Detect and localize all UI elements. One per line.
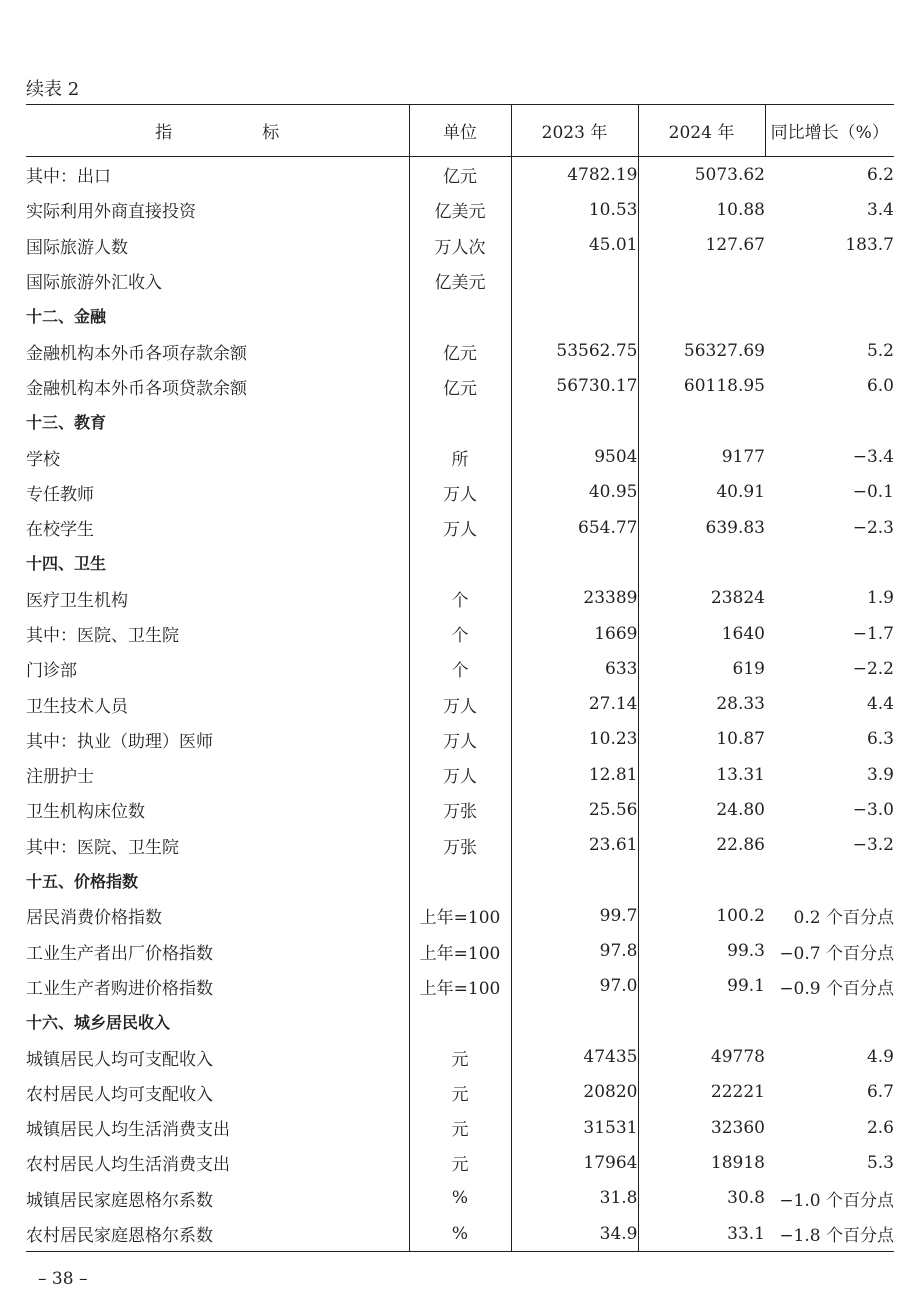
growth-cell: 6.0 [866, 376, 894, 397]
value-2024-cell: 22221 [638, 1075, 765, 1110]
value-2023-cell: 20820 [511, 1075, 638, 1110]
growth-cell [765, 404, 894, 439]
value-2023-cell: 23.61 [511, 828, 638, 863]
indicator-cell: 其中：医院、卫生院 [26, 837, 179, 858]
table-row [26, 192, 894, 227]
unit-cell: 亿美元 [409, 263, 511, 298]
growth-cell: 6.7 [866, 1082, 894, 1103]
table-row [26, 969, 894, 1004]
table-row [26, 792, 894, 827]
table-row [26, 1110, 894, 1145]
unit-cell: 上年=100 [409, 898, 511, 933]
indicator-cell: 门诊部 [26, 661, 77, 682]
value-2023-cell: 45.01 [511, 228, 638, 263]
growth-cell: 5.3 [866, 1152, 894, 1173]
value-2023-cell: 56730.17 [511, 369, 638, 404]
value-2024-cell: 9177 [638, 439, 765, 474]
growth-cell: 6.3 [866, 729, 894, 750]
unit-cell: 万人 [409, 510, 511, 545]
value-2023-cell [511, 1004, 638, 1039]
growth-cell [765, 1004, 894, 1039]
unit-cell [409, 1004, 511, 1039]
unit-cell: 元 [409, 1075, 511, 1110]
indicator-cell: 注册护士 [26, 767, 94, 788]
indicator-cell: 城镇居民人均生活消费支出 [26, 1120, 230, 1141]
growth-cell: −2.3 [852, 517, 894, 538]
value-2024-cell: 99.3 [638, 934, 765, 969]
value-2023-cell [511, 863, 638, 898]
table-row [26, 369, 894, 404]
table-row [26, 1216, 894, 1252]
indicator-cell: 十三、教育 [26, 413, 107, 433]
table-row [26, 1075, 894, 1110]
value-2023-cell: 97.0 [511, 969, 638, 1004]
growth-cell [765, 298, 894, 333]
table-row [26, 581, 894, 616]
value-2024-cell: 22.86 [638, 828, 765, 863]
value-2023-cell: 654.77 [511, 510, 638, 545]
growth-cell: 5.2 [866, 341, 894, 362]
indicator-cell: 国际旅游人数 [26, 237, 128, 258]
unit-cell: 万人次 [409, 228, 511, 263]
value-2024-cell: 1640 [638, 616, 765, 651]
section-header-row [26, 298, 894, 333]
growth-cell: −3.2 [852, 835, 894, 856]
value-2024-cell: 18918 [638, 1145, 765, 1180]
value-2024-cell: 100.2 [638, 898, 765, 933]
indicator-cell: 城镇居民人均可支配收入 [26, 1049, 213, 1070]
value-2023-cell [511, 545, 638, 580]
growth-cell: 4.9 [866, 1047, 894, 1068]
growth-cell: −3.4 [852, 447, 894, 468]
value-2023-cell: 17964 [511, 1145, 638, 1180]
unit-cell: 亿元 [409, 333, 511, 368]
unit-cell: % [409, 1216, 511, 1252]
value-2023-cell: 31531 [511, 1110, 638, 1145]
table-row [26, 1181, 894, 1216]
indicator-cell: 农村居民人均生活消费支出 [26, 1155, 230, 1176]
growth-cell: −1.0 个百分点 [779, 1190, 894, 1211]
indicator-cell: 十二、金融 [26, 307, 107, 327]
indicator-cell: 卫生机构床位数 [26, 802, 145, 823]
indicator-cell: 工业生产者出厂价格指数 [26, 943, 213, 964]
value-2023-cell: 9504 [511, 439, 638, 474]
table-caption: 续表 2 [26, 79, 80, 100]
header-growth: 同比增长（%） [765, 105, 894, 157]
statistics-table [26, 104, 894, 1252]
section-header-row [26, 404, 894, 439]
value-2024-cell: 5073.62 [638, 157, 765, 193]
value-2023-cell: 27.14 [511, 686, 638, 721]
unit-cell: 万人 [409, 475, 511, 510]
value-2024-cell: 619 [638, 651, 765, 686]
table-row [26, 157, 894, 193]
growth-cell: −0.1 [852, 482, 894, 503]
indicator-cell: 十五、价格指数 [26, 872, 139, 892]
section-header-row [26, 863, 894, 898]
header-year-2023: 2023 年 [511, 105, 638, 157]
table-row [26, 757, 894, 792]
indicator-cell: 国际旅游外汇收入 [26, 273, 162, 294]
value-2023-cell: 34.9 [511, 1216, 638, 1252]
growth-cell: 1.9 [866, 588, 894, 609]
value-2024-cell: 40.91 [638, 475, 765, 510]
unit-cell: 上年=100 [409, 969, 511, 1004]
indicator-cell: 其中：执业（助理）医师 [26, 731, 213, 752]
table-row [26, 263, 894, 298]
growth-cell: 183.7 [845, 235, 894, 256]
table-row [26, 333, 894, 368]
value-2024-cell: 49778 [638, 1039, 765, 1074]
table-row [26, 722, 894, 757]
growth-cell: 3.4 [866, 199, 894, 220]
value-2023-cell: 1669 [511, 616, 638, 651]
table-body [26, 157, 894, 1252]
table-row [26, 228, 894, 263]
table-row [26, 651, 894, 686]
indicator-cell: 城镇居民家庭恩格尔系数 [26, 1190, 213, 1211]
unit-cell: 元 [409, 1110, 511, 1145]
table-row [26, 475, 894, 510]
header-indicator-a: 指 [155, 123, 173, 143]
table-row [26, 510, 894, 545]
indicator-cell: 农村居民家庭恩格尔系数 [26, 1216, 409, 1252]
indicator-cell: 卫生技术人员 [26, 696, 128, 717]
value-2024-cell: 32360 [638, 1110, 765, 1145]
growth-cell [765, 863, 894, 898]
section-header-row [26, 1004, 894, 1039]
table-row [26, 898, 894, 933]
growth-cell: 3.9 [866, 764, 894, 785]
value-2024-cell: 23824 [638, 581, 765, 616]
header-year-2024: 2024 年 [638, 105, 765, 157]
value-2024-cell: 127.67 [638, 228, 765, 263]
unit-cell: 万人 [409, 722, 511, 757]
unit-cell: 亿美元 [409, 192, 511, 227]
growth-cell: −0.7 个百分点 [779, 943, 894, 964]
value-2023-cell: 99.7 [511, 898, 638, 933]
table-row [26, 1039, 894, 1074]
value-2024-cell: 10.88 [638, 192, 765, 227]
value-2024-cell: 33.1 [638, 1216, 765, 1252]
growth-cell: 6.2 [866, 164, 894, 185]
value-2024-cell: 10.87 [638, 722, 765, 757]
indicator-cell: 实际利用外商直接投资 [26, 202, 196, 223]
unit-cell: 万人 [409, 686, 511, 721]
indicator-cell: 其中：出口 [26, 167, 111, 188]
unit-cell [409, 545, 511, 580]
unit-cell: 个 [409, 616, 511, 651]
value-2024-cell [638, 404, 765, 439]
indicator-cell: 金融机构本外币各项存款余额 [26, 343, 247, 364]
table-row [26, 934, 894, 969]
value-2024-cell: 60118.95 [638, 369, 765, 404]
unit-cell [409, 298, 511, 333]
indicator-cell: 农村居民人均可支配收入 [26, 1084, 213, 1105]
unit-cell: 元 [409, 1039, 511, 1074]
unit-cell: 万人 [409, 757, 511, 792]
header-indicator-b: 标 [262, 123, 280, 143]
value-2024-cell: 28.33 [638, 686, 765, 721]
growth-cell: −1.7 [852, 623, 894, 644]
indicator-cell: 其中：医院、卫生院 [26, 626, 179, 646]
value-2023-cell [511, 404, 638, 439]
growth-cell [765, 545, 894, 580]
unit-cell: 所 [409, 439, 511, 474]
value-2024-cell: 13.31 [638, 757, 765, 792]
unit-cell: 万张 [409, 792, 511, 827]
value-2023-cell: 10.53 [511, 192, 638, 227]
growth-cell: 0.2 个百分点 [793, 908, 894, 929]
value-2023-cell: 12.81 [511, 757, 638, 792]
table-row [26, 686, 894, 721]
value-2023-cell: 97.8 [511, 934, 638, 969]
value-2023-cell [511, 263, 638, 298]
header-unit: 单位 [409, 105, 511, 157]
unit-cell: 万张 [409, 828, 511, 863]
value-2024-cell [638, 1004, 765, 1039]
value-2023-cell: 47435 [511, 1039, 638, 1074]
indicator-cell: 专任教师 [26, 484, 94, 505]
value-2024-cell [638, 298, 765, 333]
growth-cell: −2.2 [852, 658, 894, 679]
table-header-row [26, 105, 894, 157]
value-2024-cell [638, 545, 765, 580]
value-2023-cell: 633 [511, 651, 638, 686]
growth-cell: −1.8 个百分点 [765, 1216, 894, 1252]
unit-cell [409, 404, 511, 439]
value-2024-cell: 56327.69 [638, 333, 765, 368]
value-2023-cell: 4782.19 [511, 157, 638, 193]
value-2023-cell: 31.8 [511, 1181, 638, 1216]
value-2024-cell: 99.1 [638, 969, 765, 1004]
growth-cell [765, 263, 894, 298]
indicator-cell: 医疗卫生机构 [26, 590, 128, 611]
indicator-cell: 金融机构本外币各项贷款余额 [26, 378, 247, 399]
unit-cell: % [409, 1181, 511, 1216]
header-indicator [26, 105, 409, 157]
value-2024-cell: 24.80 [638, 792, 765, 827]
table-row [26, 439, 894, 474]
table-row [26, 1145, 894, 1180]
value-2024-cell [638, 863, 765, 898]
unit-cell: 亿元 [409, 369, 511, 404]
indicator-cell: 居民消费价格指数 [26, 908, 162, 929]
unit-cell: 元 [409, 1145, 511, 1180]
unit-cell: 个 [409, 581, 511, 616]
unit-cell [409, 863, 511, 898]
value-2023-cell: 40.95 [511, 475, 638, 510]
indicator-cell: 学校 [26, 449, 60, 470]
value-2023-cell: 25.56 [511, 792, 638, 827]
unit-cell: 亿元 [409, 157, 511, 193]
value-2024-cell [638, 263, 765, 298]
indicator-cell: 十六、城乡居民收入 [26, 1013, 171, 1033]
page-number: – 38 – [38, 1269, 88, 1289]
value-2023-cell [511, 298, 638, 333]
indicator-cell: 在校学生 [26, 520, 94, 541]
value-2023-cell: 10.23 [511, 722, 638, 757]
growth-cell: −0.9 个百分点 [779, 978, 894, 999]
value-2023-cell: 53562.75 [511, 333, 638, 368]
section-header-row [26, 545, 894, 580]
table-row [26, 828, 894, 863]
growth-cell: 4.4 [866, 694, 894, 715]
indicator-cell: 十四、卫生 [26, 554, 107, 574]
indicator-cell: 工业生产者购进价格指数 [26, 978, 213, 999]
unit-cell: 个 [409, 651, 511, 686]
growth-cell: 2.6 [866, 1117, 894, 1138]
value-2023-cell: 23389 [511, 581, 638, 616]
table-row [26, 616, 894, 651]
growth-cell: −3.0 [852, 799, 894, 820]
value-2024-cell: 30.8 [638, 1181, 765, 1216]
unit-cell: 上年=100 [409, 934, 511, 969]
value-2024-cell: 639.83 [638, 510, 765, 545]
